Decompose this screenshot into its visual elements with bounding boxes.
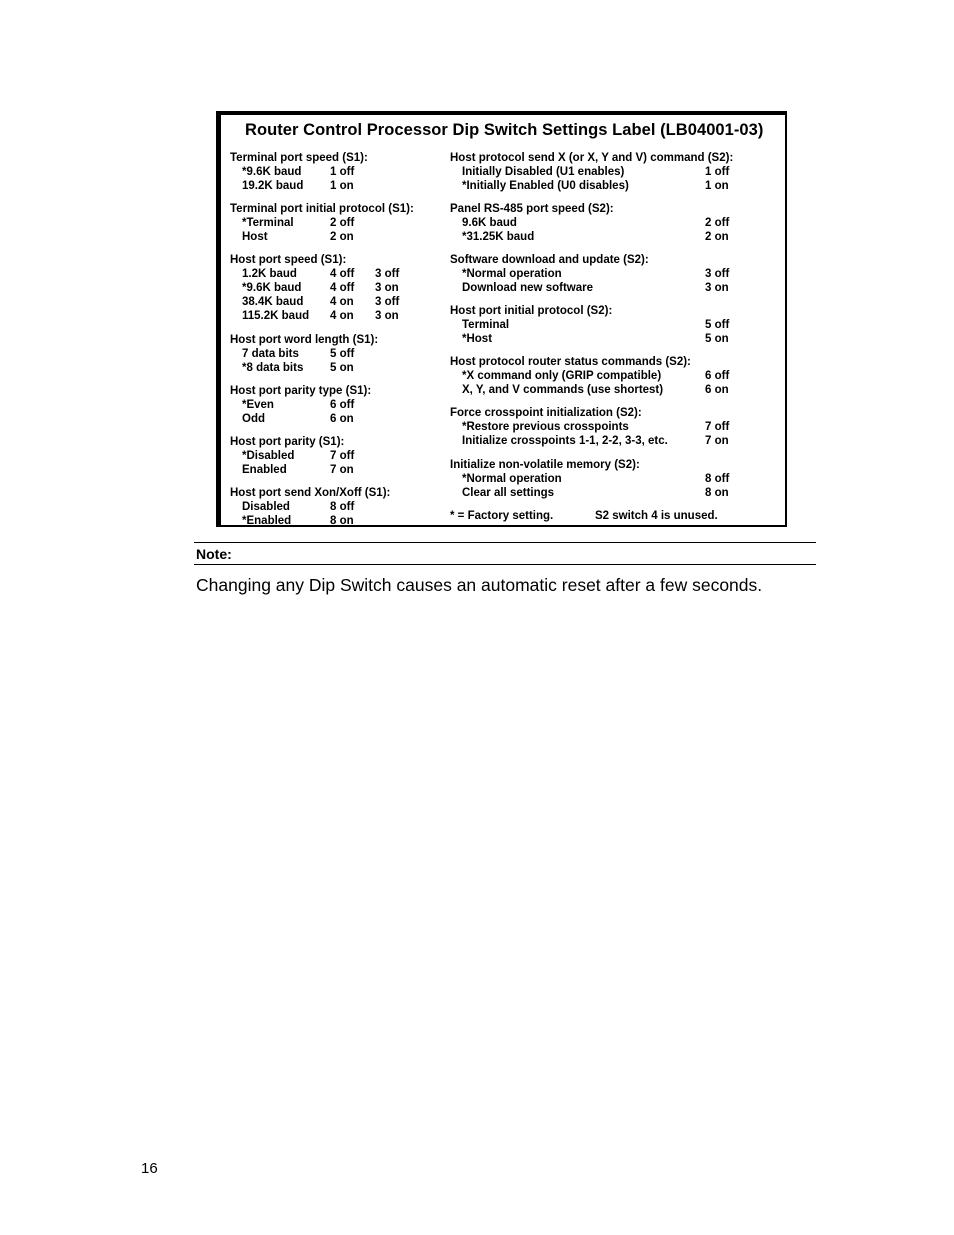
setting-option: 38.4K baud 4 on 3 off bbox=[242, 296, 400, 308]
settings-group bbox=[450, 304, 780, 355]
left-settings-column bbox=[230, 151, 445, 531]
setting-option: *31.25K baud 2 on bbox=[462, 231, 729, 243]
setting-option: Download new software 3 on bbox=[462, 282, 729, 294]
setting-option: *Host 5 on bbox=[462, 333, 729, 345]
factory-setting-legend: * = Factory setting. bbox=[450, 510, 554, 522]
group-heading: Host port parity (S1): bbox=[230, 436, 345, 448]
setting-option: *8 data bits 5 on bbox=[242, 362, 354, 374]
settings-group bbox=[450, 355, 780, 406]
group-heading: Host port parity type (S1): bbox=[230, 385, 372, 397]
setting-option: 19.2K baud 1 on bbox=[242, 180, 354, 192]
note-top-divider bbox=[194, 542, 816, 543]
settings-group bbox=[450, 406, 780, 458]
group-heading: Host port send Xon/Xoff (S1): bbox=[230, 487, 391, 499]
setting-option: 7 data bits 5 off bbox=[242, 348, 355, 360]
setting-option: *Disabled 7 off bbox=[242, 450, 355, 462]
setting-option: *Even 6 off bbox=[242, 399, 355, 411]
setting-option: *Restore previous crosspoints 7 off bbox=[462, 421, 730, 433]
settings-group bbox=[230, 151, 445, 202]
settings-group bbox=[230, 253, 445, 333]
setting-option: Enabled 7 on bbox=[242, 464, 354, 476]
setting-option: *9.6K baud 4 off 3 on bbox=[242, 282, 399, 294]
settings-group bbox=[230, 486, 445, 531]
dip-switch-settings-label bbox=[216, 111, 787, 527]
setting-option: Initialize crosspoints 1-1, 2-2, 3-3, etc. 7 on bbox=[462, 435, 729, 447]
settings-group bbox=[450, 151, 780, 202]
note-text: Changing any Dip Switch causes an automatic reset after a few seconds. bbox=[196, 575, 763, 595]
setting-option: Disabled 8 off bbox=[242, 501, 355, 513]
settings-group bbox=[230, 435, 445, 486]
right-settings-column bbox=[450, 151, 780, 503]
group-heading: Force crosspoint initialization (S2): bbox=[450, 407, 642, 419]
setting-option: *Enabled 8 on bbox=[242, 515, 354, 527]
group-heading: Host port speed (S1): bbox=[230, 254, 347, 266]
group-heading: Terminal port initial protocol (S1): bbox=[230, 203, 414, 215]
note-label: Note: bbox=[196, 546, 232, 562]
setting-option: Terminal 5 off bbox=[462, 319, 730, 331]
setting-option: 1.2K baud 4 off 3 off bbox=[242, 268, 400, 280]
setting-option: *Normal operation 8 off bbox=[462, 473, 730, 485]
unused-switch-note: S2 switch 4 is unused. bbox=[595, 510, 718, 522]
group-heading: Software download and update (S2): bbox=[450, 254, 649, 266]
group-heading: Host protocol send X (or X, Y and V) command (S2): bbox=[450, 152, 734, 164]
page-number: 16 bbox=[141, 1160, 158, 1177]
setting-option: Initially Disabled (U1 enables) 1 off bbox=[462, 166, 730, 178]
group-heading: Terminal port speed (S1): bbox=[230, 152, 368, 164]
group-heading: Host protocol router status commands (S2): bbox=[450, 356, 691, 368]
setting-option: 115.2K baud 4 on 3 on bbox=[242, 310, 399, 322]
label-title: Router Control Processor Dip Switch Settings Label (LB04001-03) bbox=[245, 121, 764, 139]
settings-group bbox=[450, 458, 780, 503]
setting-option: 9.6K baud 2 off bbox=[462, 217, 730, 229]
setting-option: X, Y, and V commands (use shortest) 6 on bbox=[462, 384, 729, 396]
group-heading: Host port word length (S1): bbox=[230, 334, 379, 346]
group-heading: Initialize non-volatile memory (S2): bbox=[450, 459, 640, 471]
settings-group bbox=[230, 333, 445, 384]
setting-option: *Initially Enabled (U0 disables) 1 on bbox=[462, 180, 729, 192]
setting-option: Clear all settings 8 on bbox=[462, 487, 729, 499]
settings-group bbox=[230, 202, 445, 253]
group-heading: Host port initial protocol (S2): bbox=[450, 305, 613, 317]
setting-option: Odd 6 on bbox=[242, 413, 354, 425]
setting-option: *Terminal 2 off bbox=[242, 217, 355, 229]
setting-option: *X command only (GRIP compatible) 6 off bbox=[462, 370, 730, 382]
settings-group bbox=[230, 384, 445, 435]
note-bottom-divider bbox=[194, 564, 816, 565]
settings-group bbox=[450, 202, 780, 253]
setting-option: Host 2 on bbox=[242, 231, 354, 243]
group-heading: Panel RS-485 port speed (S2): bbox=[450, 203, 614, 215]
setting-option: *9.6K baud 1 off bbox=[242, 166, 355, 178]
settings-group bbox=[450, 253, 780, 304]
setting-option: *Normal operation 3 off bbox=[462, 268, 730, 280]
